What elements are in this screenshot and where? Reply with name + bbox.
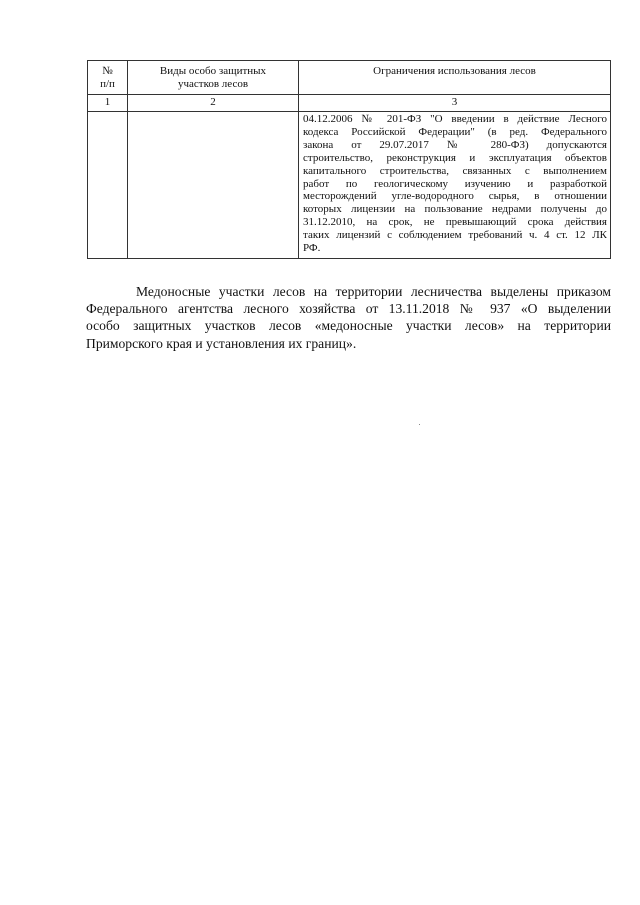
restriction-line: 04.12.2006 № 201-ФЗ "О введении в действие Лесного: [303, 113, 607, 125]
restriction-line: кодекса Российской Федерации" (в ред. Федерального: [303, 125, 607, 138]
index-cell-1: 1: [88, 95, 128, 112]
restriction-line: капитального строительства, связанных с выполнением: [303, 164, 607, 177]
index-cell-2: 2: [128, 95, 299, 112]
header-restrictions: Ограничения использования лесов: [299, 61, 611, 95]
restriction-line: таких лицензий с соблюдением требований ч. 4 ст. 12 ЛК: [303, 229, 607, 242]
row-num-cell: [88, 112, 128, 259]
paragraph-line: Приморского края и установления их границ».: [86, 335, 357, 351]
header-num: № п/п: [88, 61, 128, 95]
paragraph-line: особо защитных участков лесов «медоносные участки лесов» на территории: [86, 318, 611, 334]
body-paragraph: [86, 283, 611, 352]
header-types: Виды особо защитных участков лесов: [128, 61, 299, 95]
paragraph-line: Федерального агентства лесного хозяйства от 13.11.2018 № 937 «О выделении: [86, 301, 611, 317]
restriction-line: которых лицензии на пользование недрами получены до: [303, 203, 607, 216]
restriction-line: работ по геологическому изучению и разработкой: [303, 177, 607, 190]
table-row: [88, 112, 611, 259]
row-type-cell: [128, 112, 299, 259]
restriction-line: месторождений угле-водородного сырья, в отношении: [303, 190, 607, 203]
row-restriction-cell: [299, 112, 611, 259]
restrictions-table: [87, 60, 611, 259]
restriction-line: строительство, реконструкция и эксплуатация объектов: [303, 151, 607, 164]
table-index-row: [88, 95, 611, 112]
index-cell-3: 3: [299, 95, 611, 112]
restriction-line: РФ.: [303, 242, 321, 255]
restriction-line: 31.12.2010, на срок, не превышающий срока действия: [303, 216, 607, 229]
table-header-row: [88, 61, 611, 95]
restriction-line: закона от 29.07.2017 № 280-ФЗ) допускаются: [303, 138, 607, 151]
paragraph-line: Медоносные участки лесов на территории лесничества выделены приказом: [136, 284, 611, 299]
scan-speck: [419, 424, 420, 425]
